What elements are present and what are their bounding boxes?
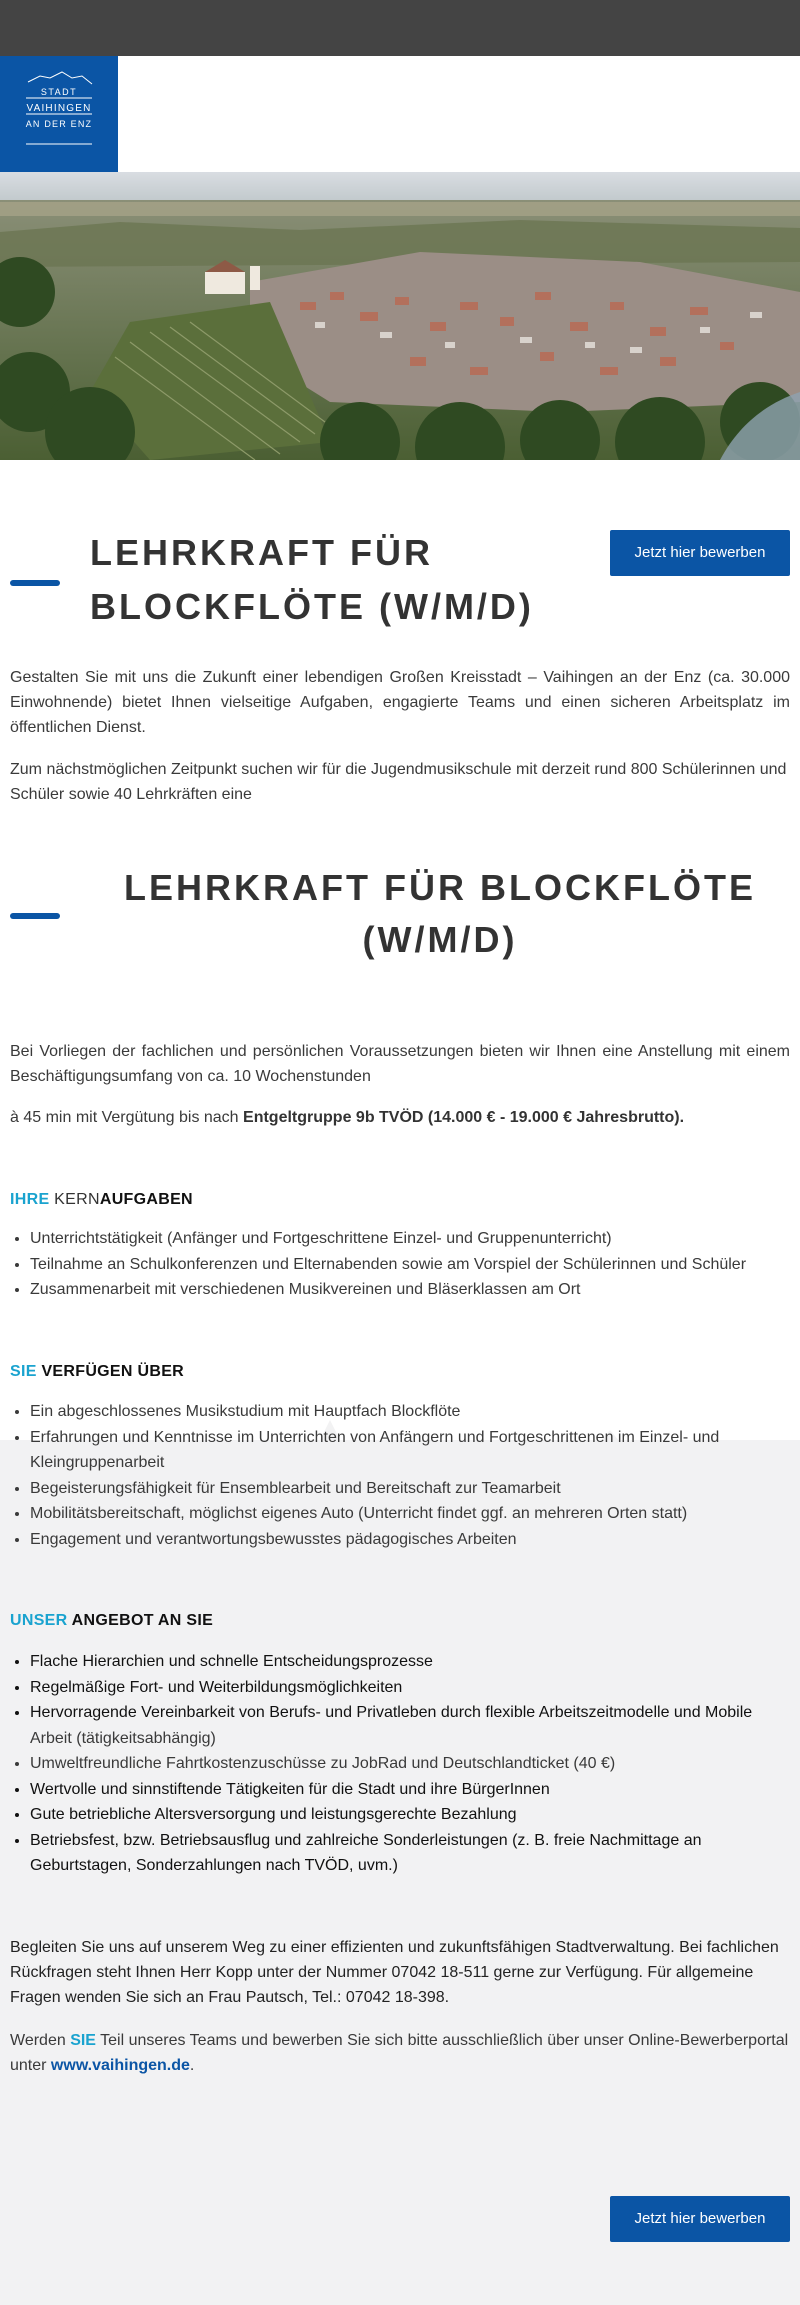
tasks-heading — [10, 1191, 193, 1209]
accent-bar — [10, 580, 60, 586]
logo-line-2: VAIHINGEN — [26, 103, 92, 114]
cta-accent: SIE — [70, 2032, 96, 2049]
accent-bar-2 — [10, 913, 60, 919]
list-item: • Erfahrungen und Kenntnisse im Unterrichten von Anfängern und Fortgeschrittenen im Einzel- und Kleingruppenarbeit — [30, 1425, 790, 1476]
apply-button-bottom[interactable]: Jetzt hier bewerben — [610, 2196, 790, 2242]
list-item — [30, 1700, 790, 1751]
requirements-heading-bold: VERFÜGEN ÜBER — [36, 1363, 185, 1380]
list-item: • Engagement und verantwortungsbewusstes pädagogisches Arbeiten — [30, 1527, 790, 1553]
cta-middle: Teil unseres Teams und bewerben Sie sich bitte ausschließlich über unser Online-Bewerberportal unter — [10, 2032, 789, 2074]
pay-prefix: à 45 min mit Vergütung bis nach — [10, 1109, 244, 1126]
list-item: • Begeisterungsfähigkeit für Ensemblearbeit und Bereitschaft zur Teamarbeit — [30, 1476, 790, 1502]
tasks-heading-light: KERN — [49, 1191, 100, 1208]
hero-image — [0, 172, 800, 460]
benefits-heading — [10, 1612, 213, 1630]
city-aerial-photo-icon — [0, 172, 800, 460]
apply-button-top[interactable]: Jetzt hier bewerben — [610, 530, 790, 576]
tasks-heading-accent: IHRE — [10, 1191, 50, 1208]
list-item-text: Hervorragende Vereinbarkeit von Berufs- und Privatleben durch flexible Arbeitszeitmodelle und Mobile — [30, 1704, 753, 1721]
pay-text — [10, 1105, 790, 1130]
benefits-heading-accent: UNSER — [10, 1612, 68, 1629]
tasks-list — [10, 1226, 790, 1303]
intro-text: Gestalten Sie mit uns die Zukunft einer lebendigen Großen Kreisstadt – Vaihingen an der Enz (ca. 30.000 Einwohnende) bietet Ihnen vielseitige Aufgaben, engagierte Teams und einen sicheren Arbeitsplatz im öffentlichen Dienst. — [10, 669, 790, 736]
list-item: • Mobilitätsbereitschaft, möglichst eigenes Auto (Unterricht findet ggf. an mehreren Orten statt) — [30, 1501, 790, 1527]
position-title: LEHRKRAFT FÜR BLOCKFLÖTE (W/M/D) — [124, 867, 756, 960]
list-item: • Teilnahme an Schulkonferenzen und Elternabenden sowie am Vorspiel der Schülerinnen und Schüler — [30, 1252, 790, 1278]
search-text: Zum nächstmöglichen Zeitpunkt suchen wir für die Jugendmusikschule mit derzeit rund 800 Schülerinnen und Schüler sowie 40 Lehrkräften eine — [10, 761, 787, 803]
list-item: • Ein abgeschlossenes Musikstudium mit Hauptfach Blockflöte — [30, 1399, 790, 1425]
list-item: • Regelmäßige Fort- und Weiterbildungsmöglichkeiten — [30, 1675, 790, 1701]
logo-line-1: STADT — [40, 87, 78, 97]
list-item: • Unterrichtstätigkeit (Anfänger und Fortgeschrittene Einzel- und Gruppenunterricht) — [30, 1226, 790, 1252]
list-item: • Gute betriebliche Altersversorgung und leistungsgerechte Bezahlung — [30, 1802, 790, 1828]
list-item: • Umweltfreundliche Fahrtkostenzuschüsse zu JobRad und Deutschlandticket (40 €) — [30, 1751, 790, 1777]
benefits-heading-bold: ANGEBOT AN SIE — [67, 1612, 214, 1629]
list-item: • Flache Hierarchien und schnelle Entscheidungsprozesse — [30, 1649, 790, 1675]
list-item: • Wertvolle und sinnstiftende Tätigkeiten für die Stadt und ihre BürgerInnen — [30, 1777, 790, 1803]
benefits-list — [10, 1649, 790, 1879]
requirements-heading-accent: SIE — [10, 1363, 37, 1380]
cta-prefix: Werden — [10, 2032, 71, 2049]
city-logo[interactable] — [0, 56, 118, 172]
tasks-heading-bold: AUFGABEN — [99, 1191, 193, 1208]
requirements-list — [10, 1399, 790, 1552]
apply-cta-text — [10, 2028, 790, 2078]
contact-text: Begleiten Sie uns auf unserem Weg zu einer effizienten und zukunftsfähigen Stadtverwaltung. Bei fachlichen Rückfragen steht Ihnen Herr Kopp unter der Nummer 07042 18-511 gerne zur Verfügung. Für allgemeine Fragen wenden Sie sich an Frau Pautsch, Tel.: 07042 18-398. — [10, 1939, 779, 2006]
page-title: LEHRKRAFT FÜR BLOCKFLÖTE (W/M/D) — [90, 532, 534, 627]
offer-text: Bei Vorliegen der fachlichen und persönlichen Voraussetzungen bieten wir Ihnen eine Anstellung mit einem Beschäftigungsumfang von ca. 10 Wochenstunden — [10, 1043, 790, 1085]
requirements-heading — [10, 1363, 184, 1381]
website-link[interactable]: www.vaihingen.de — [50, 2057, 190, 2074]
list-item: • Zusammenarbeit mit verschiedenen Musikvereinen und Bläserklassen am Ort — [30, 1277, 790, 1303]
castle-outline-icon — [0, 56, 118, 172]
list-item-continuation: Arbeit (tätigkeitsabhängig) — [30, 1729, 216, 1747]
top-bar — [0, 0, 800, 56]
cta-suffix: . — [189, 2057, 195, 2074]
list-item: • Betriebsfest, bzw. Betriebsausflug und zahlreiche Sonderleistungen (z. B. freie Nachmittage an Geburtstagen, Sonderzahlungen nach TVÖD, uvm.) — [30, 1828, 790, 1879]
pay-grade: Entgeltgruppe 9b TVÖD (14.000 € - 19.000 € Jahresbrutto). — [243, 1109, 685, 1126]
logo-line-3: AN DER ENZ — [25, 119, 93, 129]
